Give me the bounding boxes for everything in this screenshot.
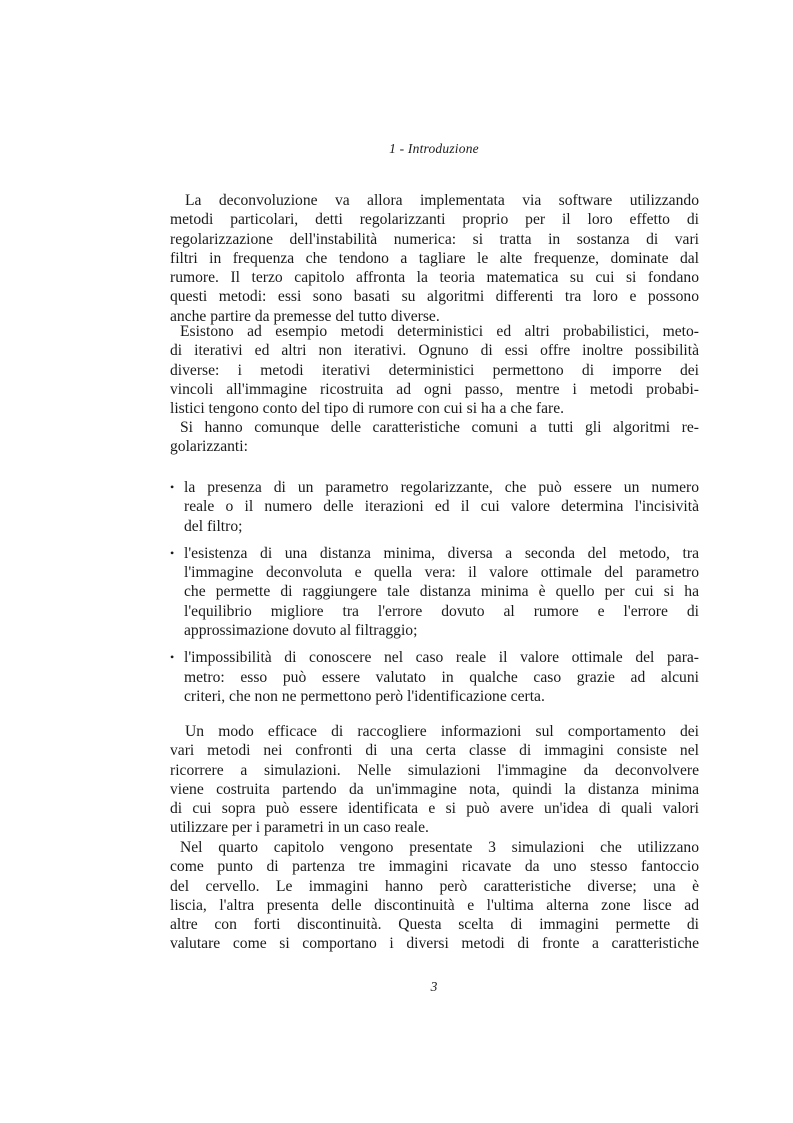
feature-list	[170, 478, 699, 714]
text-line: di cui sopra può essere identificata e si può avere un'idea di quali valori	[170, 800, 699, 818]
list-item	[170, 478, 699, 536]
text-line: valutare come si comportano i diversi metodi di fronte a caratteristiche	[170, 935, 699, 953]
text-line: liscia, l'altra presenta delle discontinuità e l'ultima alterna zone lisce ad	[170, 896, 699, 914]
text-line: altre con forti discontinuità. Questa scelta di immagini permette di	[170, 916, 699, 934]
text-line: come punto di partenza tre immagini ricavate da uno stesso fantoccio	[170, 858, 699, 876]
text-line: del filtro;	[184, 517, 243, 535]
text-line: rumore. Il terzo capitolo affronta la teoria matematica su cui si fondano	[170, 269, 699, 287]
text-line: regolarizzazione dell'instabilità numerica: si tratta in sostanza di vari	[170, 230, 699, 248]
text-line: che permette di raggiungere tale distanza minima è quello per cui si ha	[184, 583, 699, 601]
text-line: La deconvoluzione va allora implementata via software utilizzando	[185, 192, 699, 209]
bullet-icon: •	[170, 545, 175, 560]
running-header: 1 - Introduzione	[389, 141, 479, 156]
text-line: metro: esso può essere valutato in qualche caso grazie ad alcuni	[184, 668, 699, 686]
text-line: l'impossibilità di conoscere nel caso reale il valore ottimale del para-	[184, 649, 699, 667]
page-number: 3	[430, 979, 438, 994]
text-line: ricorrere a simulazioni. Nelle simulazioni l'immagine da deconvolvere	[170, 761, 699, 779]
bullet-icon: •	[170, 650, 175, 665]
bullet-icon: •	[170, 480, 175, 494]
paragraph-5	[170, 838, 699, 954]
paragraph-4	[170, 722, 699, 838]
text-line: diverse: i metodi iterativi deterministici permettono di imporre dei	[170, 361, 699, 379]
text-line: viene costruita partendo da un'immagine nota, quindi la distanza minima	[170, 780, 699, 798]
text-line: listici tengono conto del tipo di rumore con cui si ha a che fare.	[170, 400, 565, 418]
text-line: l'immagine deconvoluta e quella vera: il valore ottimale del parametro	[184, 564, 699, 582]
text-line: reale o il numero delle iterazioni ed il cui valore determina l'incisività	[184, 498, 699, 516]
text-line: utilizzare per i parametri in un caso reale.	[170, 819, 429, 837]
paragraph-2	[170, 322, 699, 418]
text-line: del cervello. Le immagini hanno però caratteristiche diverse; una è	[170, 877, 699, 895]
text-line: filtri in frequenza che tendono a tagliare le alte frequenze, dominate dal	[170, 249, 699, 267]
paragraph-3	[170, 418, 699, 457]
text-line: l'esistenza di una distanza minima, diversa a seconda del metodo, tra	[184, 544, 699, 562]
text-line: anche partire da premesse del tutto diverse.	[170, 307, 440, 325]
list-item	[170, 648, 699, 706]
text-line: approssimazione dovuto al filtraggio;	[184, 622, 418, 640]
paragraph-1	[170, 191, 699, 326]
text-line: metodi particolari, detti regolarizzanti proprio per il loro effetto di	[170, 211, 699, 229]
text-line: Un modo efficace di raccogliere informazioni sul comportamento dei	[185, 723, 699, 740]
list-item	[170, 544, 699, 640]
text-line: vincoli all'immagine ricostruita ad ogni passo, mentre i metodi probabi-	[170, 380, 699, 398]
text-line: Esistono ad esempio metodi deterministici ed altri probabilistici, meto-	[180, 323, 699, 340]
text-line: golarizzanti:	[170, 438, 248, 456]
text-line: vari metodi nei confronti di una certa classe di immagini consiste nel	[170, 742, 699, 760]
text-line: Si hanno comunque delle caratteristiche comuni a tutti gli algoritmi re-	[180, 419, 699, 436]
text-line: l'equilibrio migliore tra l'errore dovuto al rumore e l'errore di	[184, 602, 699, 620]
text-line: criteri, che non ne permettono però l'identificazione certa.	[184, 687, 545, 705]
text-line: la presenza di un parametro regolarizzante, che può essere un numero	[184, 479, 699, 496]
text-line: Nel quarto capitolo vengono presentate 3 simulazioni che utilizzano	[180, 839, 699, 856]
text-line: di iterativi ed altri non iterativi. Ognuno di essi offre inoltre possibilità	[170, 342, 699, 360]
text-line: questi metodi: essi sono basati su algoritmi differenti tra loro e possono	[170, 288, 699, 306]
